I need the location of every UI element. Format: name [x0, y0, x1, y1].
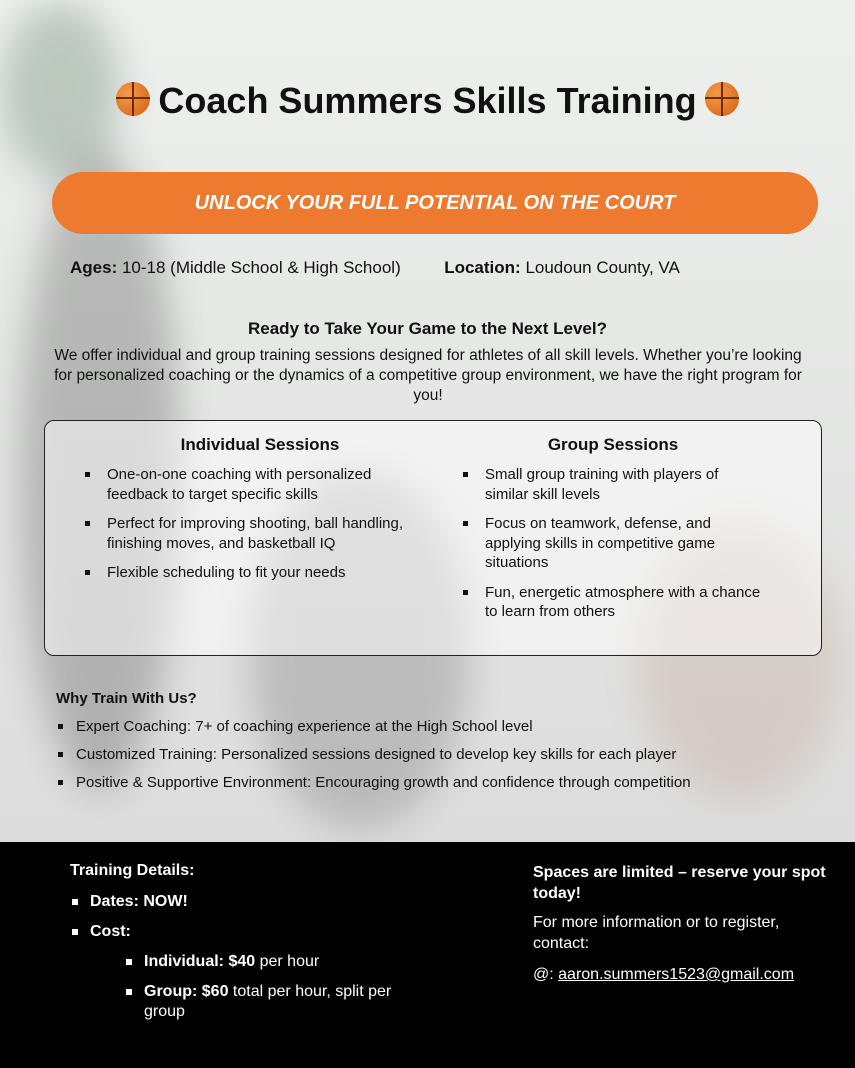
- list-item: Customized Training: Personalized sessions designed to develop key skills for each player: [56, 745, 816, 764]
- training-details-title: Training Details:: [70, 862, 195, 879]
- list-item: Fun, energetic atmosphere with a chance to learn from others: [463, 583, 763, 622]
- location-label: Location:: [444, 258, 521, 277]
- dates-item: Dates: NOW!: [70, 892, 430, 912]
- contact-title: Spaces are limited – reserve your spot today!: [533, 864, 826, 902]
- meta-info: [70, 258, 680, 278]
- training-details: [70, 862, 430, 1032]
- individual-sessions: [85, 435, 435, 593]
- list-item: Flexible scheduling to fit your needs: [85, 563, 435, 583]
- intro-text: We offer individual and group training sessions designed for athletes of all skill levels. Whether you’re looking for personalized coaching or the dynamics of a competitive group environment, we have the right program for you!: [54, 347, 802, 404]
- group-sessions: [463, 435, 763, 632]
- basketball-icon: [116, 82, 150, 116]
- why-title: Why Train With Us?: [56, 690, 197, 707]
- list-item: One-on-one coaching with personalized feedback to target specific skills: [85, 465, 435, 504]
- email-link[interactable]: aaron.summers1523@gmail.com: [558, 966, 795, 983]
- group-price-item: Group: $60 total per hour, split per group: [124, 982, 430, 1022]
- ages-value: 10-18 (Middle School & High School): [121, 258, 401, 277]
- why-section: [56, 690, 816, 801]
- page-title: Coach Summers Skills Training: [0, 80, 855, 122]
- list-item: Positive & Supportive Environment: Encouraging growth and confidence through competition: [56, 773, 816, 792]
- contact-section: [533, 862, 833, 985]
- basketball-icon: [705, 82, 739, 116]
- list-item: Focus on teamwork, defense, and applying skills in competitive game situations: [463, 514, 763, 573]
- list-item: Perfect for improving shooting, ball handling, finishing moves, and basketball IQ: [85, 514, 435, 553]
- group-sessions-title: Group Sessions: [547, 435, 679, 454]
- tagline-text: UNLOCK YOUR FULL POTENTIAL ON THE COURT: [194, 191, 676, 214]
- contact-text: For more information or to register, contact:: [533, 914, 780, 952]
- tagline-banner: [52, 172, 818, 234]
- location-value: Loudoun County, VA: [525, 258, 680, 277]
- sessions-box: [44, 420, 822, 656]
- intro-heading: Ready to Take Your Game to the Next Level?: [248, 319, 607, 338]
- ages-label: Ages:: [70, 258, 118, 277]
- cost-item: Cost:: [70, 922, 430, 942]
- list-item: Small group training with players of similar skill levels: [463, 465, 763, 504]
- individual-price-item: Individual: $40 per hour: [124, 952, 430, 972]
- individual-sessions-title: Individual Sessions: [180, 435, 340, 454]
- email-line: @: aaron.summers1523@gmail.com: [533, 966, 795, 983]
- list-item: Expert Coaching: 7+ of coaching experience at the High School level: [56, 717, 816, 736]
- footer: [0, 842, 855, 1068]
